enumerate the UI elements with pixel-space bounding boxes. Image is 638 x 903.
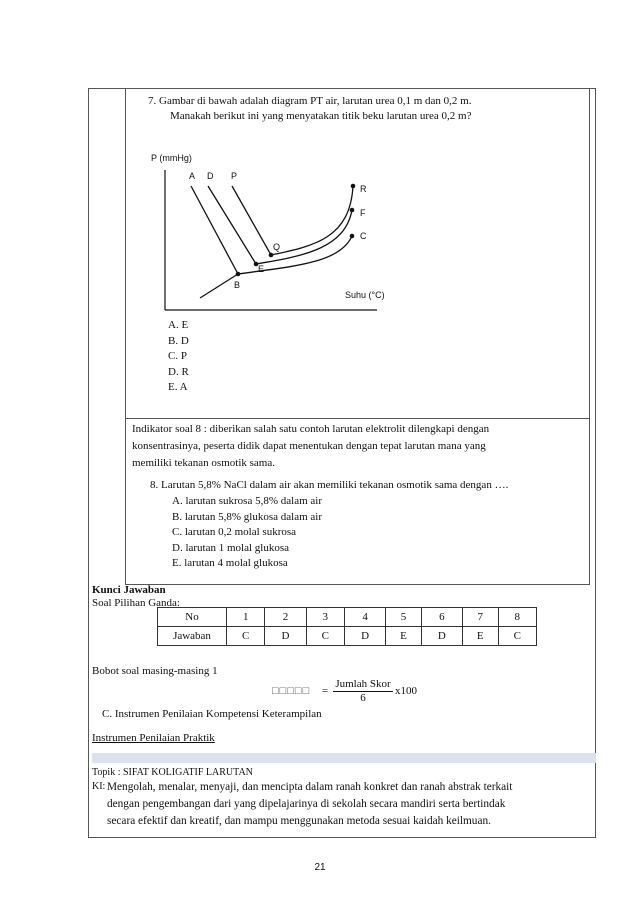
answer-key-table xyxy=(157,607,537,646)
kunci-title: Kunci Jawaban xyxy=(92,584,166,596)
point-B-dot xyxy=(236,272,241,277)
formula-equals: = xyxy=(322,685,329,697)
table-row xyxy=(158,627,537,646)
q7-line1: 7. Gambar di bawah adalah diagram PT air, larutan urea 0,1 m dan 0,2 m. xyxy=(148,95,472,107)
header-cell: 6 xyxy=(421,608,462,627)
question-separator xyxy=(125,418,590,419)
ki-line3: secara efektif dan kreatif, dan mampu menggunakan metoda sesuai kaidah keilmuan. xyxy=(107,815,491,827)
label-A: A xyxy=(189,171,196,181)
answer-cell: C xyxy=(498,627,536,646)
point-R-dot xyxy=(351,184,356,189)
q8-option-d: D. larutan 1 molal glukosa xyxy=(172,541,290,554)
melting-line-P xyxy=(232,186,271,255)
header-cell: 5 xyxy=(386,608,422,627)
indicator-line2: konsentrasinya, peserta didik dapat menentukan dengan tepat larutan mana yang xyxy=(132,440,486,452)
q7-option-b: B. D xyxy=(168,334,189,347)
formula-denominator: 6 xyxy=(360,692,366,704)
label-E: E xyxy=(258,264,265,274)
diagram-axes xyxy=(165,170,377,310)
indicator-8 xyxy=(132,421,489,472)
page-number: 21 xyxy=(314,862,326,873)
formula-multiplier: x100 xyxy=(395,685,417,697)
section-c-heading: C. Instrumen Penilaian Kompetensi Keterampilan xyxy=(102,708,322,720)
q7-option-e: E. A xyxy=(168,381,188,393)
shaded-band xyxy=(92,753,596,763)
header-cell: 2 xyxy=(265,608,306,627)
label-C: C xyxy=(360,231,367,241)
topik: Topik : SIFAT KOLIGATIF LARUTAN xyxy=(92,767,253,778)
curve-R xyxy=(271,186,353,255)
answer-cell: Jawaban xyxy=(158,627,227,646)
answer-cell: D xyxy=(265,627,306,646)
header-cell: 1 xyxy=(227,608,265,627)
answer-cell: C xyxy=(306,627,344,646)
answer-cell: C xyxy=(227,627,265,646)
y-axis-label: P (mmHg) xyxy=(151,153,192,163)
label-Q: Q xyxy=(273,242,281,252)
q7-option-c: C. P xyxy=(168,350,187,362)
x-axis-label: Suhu (°C) xyxy=(345,290,385,300)
label-D: D xyxy=(207,171,214,181)
q8-stem: 8. Larutan 5,8% NaCl dalam air akan memiliki tekanan osmotik sama dengan …. xyxy=(150,479,509,491)
q8-option-e: E. larutan 4 molal glukosa xyxy=(172,557,288,569)
ki-line2: dengan pengembangan dari yang dipelajarinya di sekolah secara mandiri serta bertindak xyxy=(107,798,506,810)
indicator-line1: Indikator soal 8 : diberikan salah satu contoh larutan elektrolit dilengkapi dengan xyxy=(132,423,490,435)
formula-numerator: Jumlah Skor xyxy=(333,678,393,692)
q8-option-c: C. larutan 0,2 molal sukrosa xyxy=(172,526,297,538)
q7-options xyxy=(168,318,189,396)
table-header-row xyxy=(158,608,537,627)
q8-options xyxy=(172,494,322,572)
indicator-line3: memiliki tekanan osmotik sama. xyxy=(132,457,275,469)
curve-C xyxy=(238,236,352,274)
header-cell: 4 xyxy=(344,608,385,627)
answer-cell: E xyxy=(462,627,498,646)
answer-cell: D xyxy=(344,627,385,646)
header-cell: 3 xyxy=(306,608,344,627)
header-cell: 7 xyxy=(462,608,498,627)
formula-boxes: □□□□□ xyxy=(272,685,311,697)
label-F: F xyxy=(360,208,366,218)
sublimation-line xyxy=(200,274,241,298)
q8-option-a: A. larutan sukrosa 5,8% dalam air xyxy=(172,495,322,507)
melting-line-D xyxy=(208,186,256,264)
q8-option-b: B. larutan 5,8% glukosa dalam air xyxy=(172,510,322,523)
header-cell: No xyxy=(158,608,227,627)
q7-option-d: D. R xyxy=(168,365,189,378)
answer-cell: E xyxy=(386,627,422,646)
formula-fraction xyxy=(333,678,393,704)
ki-line1: Mengolah, menalar, menyaji, dan mencipta dalam ranah konkret dan ranah abstrak terkait xyxy=(107,781,513,793)
answer-cell: D xyxy=(421,627,462,646)
point-F-dot xyxy=(350,208,355,213)
header-cell: 8 xyxy=(498,608,536,627)
instrumen-title: Instrumen Penilaian Praktik xyxy=(92,732,215,744)
bobot-text: Bobot soal masing-masing 1 xyxy=(92,665,218,677)
phase-diagram xyxy=(145,148,405,318)
q7-line2: Manakah berikut ini yang menyatakan titik beku larutan urea 0,2 m? xyxy=(170,110,472,122)
melting-line-A xyxy=(191,186,238,274)
label-P: P xyxy=(231,171,238,181)
label-R: R xyxy=(360,184,367,194)
label-B: B xyxy=(234,280,241,290)
q7-option-a: A. E xyxy=(168,319,189,331)
point-C-dot xyxy=(350,234,355,239)
ki-text xyxy=(107,779,512,830)
kunci-subtitle: Soal Pilihan Ganda: xyxy=(92,597,180,609)
point-Q-dot xyxy=(269,253,274,258)
ki-label: KI: xyxy=(92,781,106,792)
